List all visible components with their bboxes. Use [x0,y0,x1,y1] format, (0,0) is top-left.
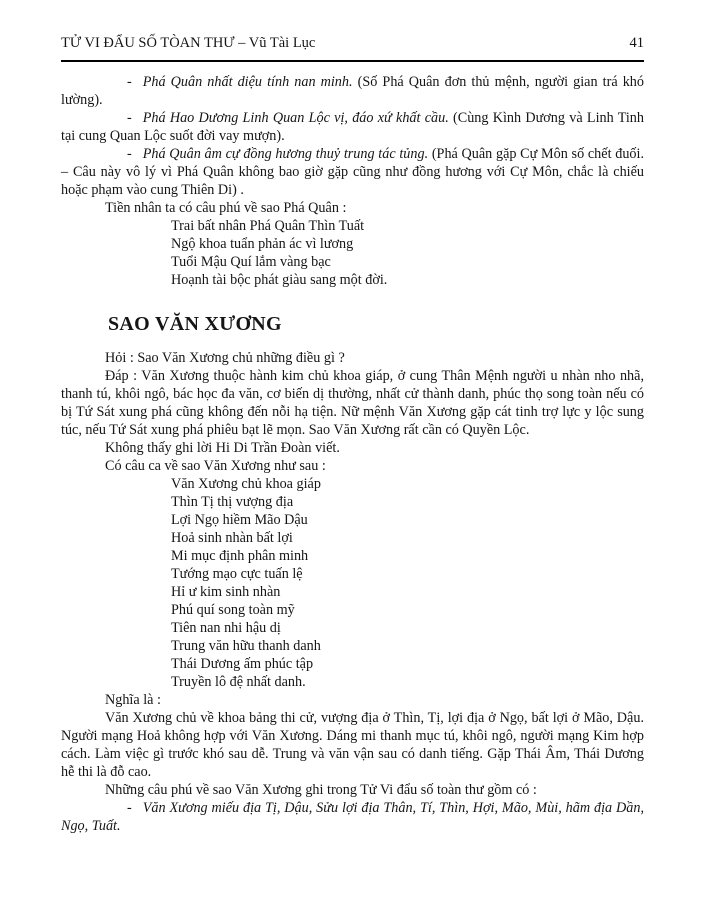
bullet-dash: - [127,146,132,162]
running-title: TỬ VI ĐẨU SỐ TÒAN THƯ – Vũ Tài Lục [61,35,316,51]
page-body [61,73,644,835]
pha-quan-verse [61,217,644,289]
verse-line: Lợi Ngọ hiềm Mão Dậu [171,512,308,528]
phu-list-intro: Những câu phú về sao Văn Xương ghi trong Tử Vi đẩu số toàn thư gồm có : [105,782,537,798]
bullet-dash: - [127,110,132,126]
verse-line: Tuổi Mậu Quí lắm vàng bạc [171,254,331,270]
header-rule [61,60,644,62]
page-header [61,34,644,52]
phu-line [61,73,644,109]
verse-line: Hoạnh tài bộc phát giàu sang một đời. [171,272,388,288]
van-xuong-verse [61,475,644,691]
verse-line: Tiên nan nhi hậu dị [171,620,281,636]
verse-line: Hoả sinh nhàn bất lợi [171,530,293,546]
phu-text-roman: (Số Phá Quân đơn thủ mệnh, người gian trá khó lường). [61,74,644,108]
meaning-label: Nghĩa là : [105,692,161,708]
bullet-dash: - [127,800,132,816]
verse-line: Ngộ khoa tuẩn phản ác vì lương [171,236,354,252]
phu-text-italic: Văn Xương miếu địa Tị, Dậu, Sửu lợi địa Thân, Tí, Thìn, Hợi, Mão, Mùi, hãm địa Dần, Ngọ, Tuất. [61,800,644,834]
phu-text-roman: (Phá Quân gặp Cự Môn số chết đuối. – Câu này vô lý vì Phá Quân không bao giờ gặp cũng như đồng hương với Cự Môn, chắc là chiếu hoặc phạm vào cung Thiên Di) . [61,146,644,198]
phu-text-italic: Phá Quân nhất diệu tính nan minh. [142,74,353,90]
verse-line: Trung văn hữu thanh danh [171,638,321,654]
page-number: 41 [629,35,644,51]
verse-intro: Có câu ca về sao Văn Xương như sau : [105,458,326,474]
question-paragraph: Hỏi : Sao Văn Xương chủ những điều gì ? [105,350,345,366]
verse-line: Thìn Tị thị vượng địa [171,494,294,510]
phu-line [61,799,644,835]
verse-line: Tướng mạo cực tuấn lệ [171,566,303,582]
phu-line [61,109,644,145]
phu-text-italic: Phá Hao Dương Linh Quan Lộc vị, đáo xứ khất cầu. [142,110,449,126]
verse-line: Phú quí song toàn mỹ [171,602,295,618]
verse-intro: Tiền nhân ta có câu phú về sao Phá Quân : [105,200,347,216]
answer-paragraph: Đáp : Văn Xương thuộc hành kim chủ khoa giáp, ở cung Thân Mệnh người u nhàn nho nhã, thanh tú, khôi ngô, bác học đa văn, cơ biến dị thường, nhất cử thành danh, phúc thọ song toàn nếu có bị Tứ Sát xung phá cũng không đến nỗi hạ tiện. Nữ mệnh Văn Xương gặp cát tinh trợ lực y lộc sung túc, nếu Tứ Sát xung phá phiêu bạt lẽ mọn. Sao Văn Xương rất cần có Quyền Lộc. [61,368,644,438]
phu-text-roman: (Cùng Kình Dương và Linh Tinh tại cung Quan Lộc suốt đời vay mượn). [61,110,644,144]
verse-line: Truyền lô đệ nhất danh. [171,674,306,690]
verse-line: Trai bất nhân Phá Quân Thìn Tuất [171,218,365,234]
meaning-paragraph: Văn Xương chủ về khoa bảng thi cử, vượng địa ở Thìn, Tị, lợi địa ở Ngọ, bất lợi ở Mão, Dậu. Người mạng Hoả không hợp với Văn Xương. Dáng mi thanh mục tú, khôi ngô, người mạng Kim hợp cách. Làm việc gì trước khó sau dễ. Trung và văn vận sau có danh tiếng. Gặp Thái Âm, Thái Dương hễ thi là đỗ cao. [61,710,644,780]
section-heading: SAO VĂN XƯƠNG [108,313,282,335]
phu-text-italic: Phá Quân âm cự đồng hương thuỷ trung tác tủng. [142,146,429,162]
note-paragraph: Không thấy ghi lời Hi Di Trần Đoàn viết. [105,440,340,456]
bullet-dash: - [127,74,132,90]
verse-line: Mi mục định phân minh [171,548,309,564]
verse-line: Văn Xương chủ khoa giáp [171,476,321,492]
verse-line: Hỉ ư kim sinh nhàn [171,584,281,600]
verse-line: Thái Dương ấm phúc tập [171,656,314,672]
phu-line [61,145,644,199]
